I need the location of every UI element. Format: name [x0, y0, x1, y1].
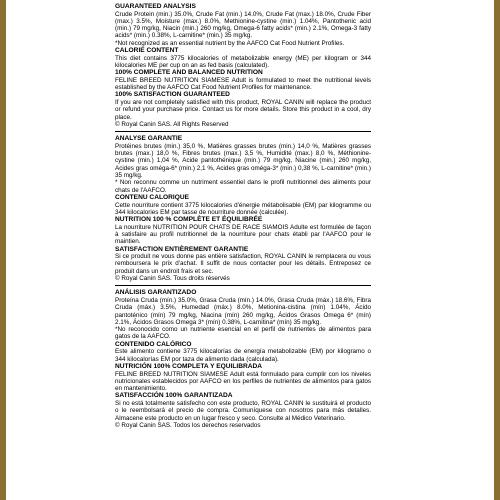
guaranteed-analysis-heading: ANALYSE GARANTIE	[115, 135, 183, 143]
guaranteed-analysis-text: Crude Protein (min.) 35.0%, Crude Fat (min.) 14.0%, Crude Fat (max.) 18.0%, Crude Fiber (max.) 3.5%, Moisture (max.) 8.0%, Methionine-cystine (min.) 1.04%, Pantothenic acid (min.) 79 mg/kg, Niacin (min.) 260 mg/kg, Omega-6 fatty acids* (min.) 2.1%, Omega-3 fatty acids* (min.) 0.38%, L-carnitine* (min.) 35 mg/kg.	[115, 10, 371, 40]
calorie-content-heading: CONTENIDO CALÓRICO	[115, 340, 192, 348]
calorie-content-text: This diet contains 3775 kilocalories of metabolizable energy (ME) per kilogram or 344 kilocalories ME per cup on an as fed basis (calculated).	[115, 54, 371, 69]
balanced-nutrition-text: La nourriture NUTRITION POUR CHATS DE RACE SIAMOIS Adulte est formulée de façon à satisfaire au profil nutritionnel de la nourriture pour chats établi par l'AAFCO pour le maintien.	[115, 223, 371, 246]
french-section	[115, 135, 371, 286]
satisfaction-text: Si no está totalmente satisfecho con este producto, ROYAL CANIN le sustituirá el producto o le reembolsará el precio de compra. Comuníquese con nosotros para más detalles. Almacene este producto en un lugar fresco y seco. Consulte al Médico Veterinario.	[115, 400, 371, 422]
left-border-bar	[0, 0, 6, 500]
calorie-content-text: Este alimento contiene 3775 kilocalorías de energía metabolizable (EM) por kilogramo o 344 kilocalorías EM por taza de alimento dada (calculada).	[115, 348, 371, 363]
copyright-text: © Royal Canin SAS. All Rights Reserved	[115, 120, 229, 128]
calorie-content-text: Cette nourriture contient 3775 kilocalories d'énergie métabolisable (EM) par kilogramme ou 344 kilocalories EM par tasse de nourriture donnée (calculée).	[115, 201, 371, 216]
satisfaction-heading: SATISFACCIÓN 100% GARANTIZADA	[115, 392, 233, 400]
guaranteed-analysis-text: Protéines brutes (min.) 35,0 %, Matières grasses brutes (min.) 14,0 %, Matières grasses brutes (max.) 18,0 %, Fibres brutes (max.) 3,5 %, Humidité (max.) 8,0 %, Méthionine-cystine (min.) 1,04 %, Acide pantothénique (min.) 79 mg/kg, Niacine (min.) 260 mg/kg, Acides gras oméga-6* (min.) 2,1 %, Acides gras oméga-3* (min.) 0,38 %, L-carnitine* (min.) 35 mg/kg.	[115, 142, 371, 180]
calorie-content-heading: CALORIE CONTENT	[115, 47, 179, 55]
guaranteed-analysis-text: Proteína Cruda (mín.) 35.0%, Grasa Cruda (mín.) 14.0%, Grasa Cruda (máx.) 18.6%, Fibra Cruda (máx.) 3.5%, Humedad (máx.) 8.0%, Metionina-cistina (mín) 1.04%, Ácido pantoténico (mín) 79 mg/kg, Niacina (mín) 260 mg/kg, Ácidos Grasos Omega 6* (mín) 2.1%, Ácidos Grasos Omega 3* (mín) 0.38%, L-carnitina* (mín) 35 mg/kg.	[115, 296, 371, 326]
satisfaction-heading: SATISFACTION ENTIÈREMENT GARANTIE	[115, 245, 249, 253]
nutrition-label-panel	[14, 0, 486, 500]
balanced-nutrition-text: FELINE BREED NUTRITION SIAMESE Adult is formulated to meet the nutritional levels established by the AAFCO Cat Food Nutrient Profiles for maintenance.	[115, 76, 371, 92]
balanced-nutrition-heading: 100% COMPLETE AND BALANCED NUTRITION	[115, 69, 263, 77]
english-section	[115, 3, 371, 132]
balanced-nutrition-text: FELINE BREED NUTRITION SIAMESE Adult está formulado para cumplir con los niveles nutricionales establecidos por AAFCO en los perfiles de nutrientes de alimentos para gatos en mantenimiento.	[115, 370, 371, 393]
copyright-text: © Royal Canin SAS. Tous droits réservés	[115, 275, 230, 283]
satisfaction-text: If you are not completely satisfied with this product, ROYAL CANIN will replace the product or refund your purchase price. Contact us for more details. Store this product in a cool, dry place.	[115, 99, 371, 121]
right-border-bar	[494, 0, 500, 500]
satisfaction-text: Si ce produit ne vous donne pas entière satisfaction, ROYAL CANIN le remplacera ou vous remboursera le prix d'achat. Il suffit de nous contacter pour les détails. Entreposez ce produit dans un endroit frais et sec.	[115, 253, 371, 275]
balanced-nutrition-heading: NUTRITION 100 % COMPLÈTE ET ÉQUILIBRÉE	[115, 216, 263, 224]
guaranteed-analysis-heading: GUARANTEED ANALYSIS	[115, 3, 196, 10]
guaranteed-analysis-heading: ANÁLISIS GARANTIZADO	[115, 289, 197, 297]
aafco-note: *Not recognized as an essential nutrient by the AAFCO Cat Food Nutrient Profiles.	[115, 39, 345, 47]
balanced-nutrition-heading: NUTRICIÓN 100% COMPLETA Y EQUILIBRADA	[115, 362, 263, 370]
aafco-note: * Non reconnu comme un nutriment essentiel dans le profil nutritionnel des aliments pour chats de l'AAFCO.	[115, 179, 371, 194]
satisfaction-heading: 100% SATISFACTION GUARANTEED	[115, 91, 230, 99]
spanish-section	[115, 289, 371, 432]
calorie-content-heading: CONTENU CALORIQUE	[115, 193, 189, 201]
aafco-note: *No reconocido como un nutriente esencial en el perfil de nutrientes de alimentos para gatos de la AAFCO.	[115, 326, 371, 341]
copyright-text: © Royal Canin SAS. Todos los derechos reservados	[115, 421, 261, 429]
